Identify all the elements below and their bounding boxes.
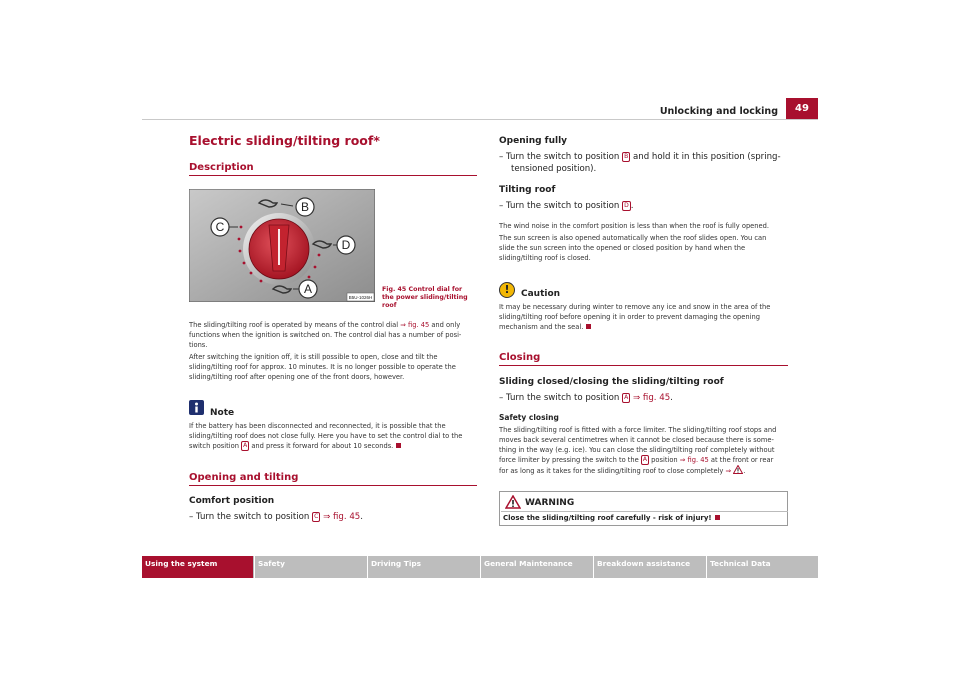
caution-text: It may be necessary during winter to remove any ice and snow in the area of the sliding/tilting roof before opening it in order to prevent damaging the opening mechanism and the seal. [499,303,771,331]
figure-caption: Fig. 45 Control dial for the power sliding/tilting roof [382,286,468,309]
safety-closing-heading: Safety closing [499,413,559,422]
warning-triangle-icon [733,465,743,474]
opening-tilting-heading: Opening and tilting [189,472,299,483]
chapter-title: Unlocking and locking [659,106,778,117]
tab-breakdown-assistance[interactable]: Breakdown assistance [593,556,705,578]
position-a-key: A [243,442,248,449]
fig-45-link[interactable]: ⇒ fig. 45 [632,393,671,403]
tilting-roof-heading: Tilting roof [499,185,556,195]
position-b-key: B [624,153,629,160]
fig-label-c: C [215,220,225,234]
close-step: – Turn the switch to position A ⇒ fig. 45. [499,393,673,403]
description-heading: Description [189,162,254,173]
fig-45-link[interactable]: ⇒ fig. 45 [679,456,709,464]
warning-text: Close the sliding/tilting roof carefully - risk of injury! [503,514,720,522]
warning-heading: WARNING [525,498,575,508]
comfort-step: – Turn the switch to position C ⇒ fig. 45. [189,512,363,522]
close-subheading: Sliding closed/closing the sliding/tilting roof [499,377,724,387]
fig-label-d: D [341,238,351,252]
section-title: Electric sliding/tilting roof* [189,133,380,148]
tab-safety[interactable]: Safety [254,556,365,578]
description-text: The sliding/tilting roof is operated by means of the control dial ⇒ fig. 45 and only functions when the ignition is switched on. The control dial has a number of posi- tions. After switching the ignition off, it is still possible to open, close and tilt the sliding/tilting roof for approx. 10 minutes. It is no longer possible to operate the sliding/tilting roof after opening one of the front doors, however. [189,321,462,381]
note-heading: Note [210,408,235,418]
control-dial-illustration [189,189,375,302]
closing-heading: Closing [499,352,541,363]
tab-general-maintenance[interactable]: General Maintenance [480,556,592,578]
control-dial-figure [189,189,375,302]
tab-driving-tips[interactable]: Driving Tips [367,556,478,578]
position-d-key: D [624,202,629,209]
note-icon [189,400,204,415]
heading-rule [189,485,477,486]
end-marker [396,443,401,448]
warning-link[interactable]: ⇒ [725,467,734,475]
end-marker [715,515,720,520]
fig-label-a: A [303,282,313,296]
caution-icon: ! [499,282,515,298]
warning-box [499,491,788,526]
page-number: 49 [786,98,818,119]
tab-using-the-system[interactable]: Using the system [142,556,253,578]
open-step: – Turn the switch to position B and hold it in this position (spring- tensioned position). [499,152,781,174]
warning-divider [501,511,788,512]
tab-technical-data[interactable]: Technical Data [706,556,818,578]
warning-icon [505,495,521,509]
heading-rule [189,175,477,176]
note-text: If the battery has been disconnected and reconnected, it is possible that the sliding/tilting roof does not close fully. Here you have to set the control dial to the switch position A and press it forward for about 10 seconds. [189,422,463,450]
fig-code: B5U-1026H [348,295,373,300]
fig-label-b: B [300,200,310,214]
fig-45-link[interactable]: ⇒ fig. 45 [323,512,361,522]
comfort-position-heading: Comfort position [189,496,275,506]
roof-info-text: The wind noise in the comfort position is less than when the roof is fully opened. The sun screen is also opened automatically when the roof slides open. You can slide the sun screen into the opened or closed position by hand when the sliding/tilting roof is closed. [499,222,770,262]
position-a-key: A [642,456,648,463]
position-a-key: A [624,394,629,401]
position-c-key: C [314,513,319,520]
caution-heading: Caution [521,289,561,299]
safety-closing-text: The sliding/tilting roof is fitted with a force limiter. The sliding/tilting roof stops and moves back several centimetres when it cannot be closed because there is some- thing in the way (e.g. ice). You can close the sliding/tilting roof completely without force limiter by pressing the switch to the A position ⇒ fig. 45 at the front or rear for as long as it takes for the sliding/tilting roof to close completely ⇒ . [499,426,777,475]
opening-fully-heading: Opening fully [499,136,568,146]
fig-45-link[interactable]: ⇒ fig. 45 [400,321,430,329]
tilt-step: – Turn the switch to position D . [499,201,634,211]
header-rule [142,119,818,120]
heading-rule [499,365,788,366]
end-marker [586,324,591,329]
